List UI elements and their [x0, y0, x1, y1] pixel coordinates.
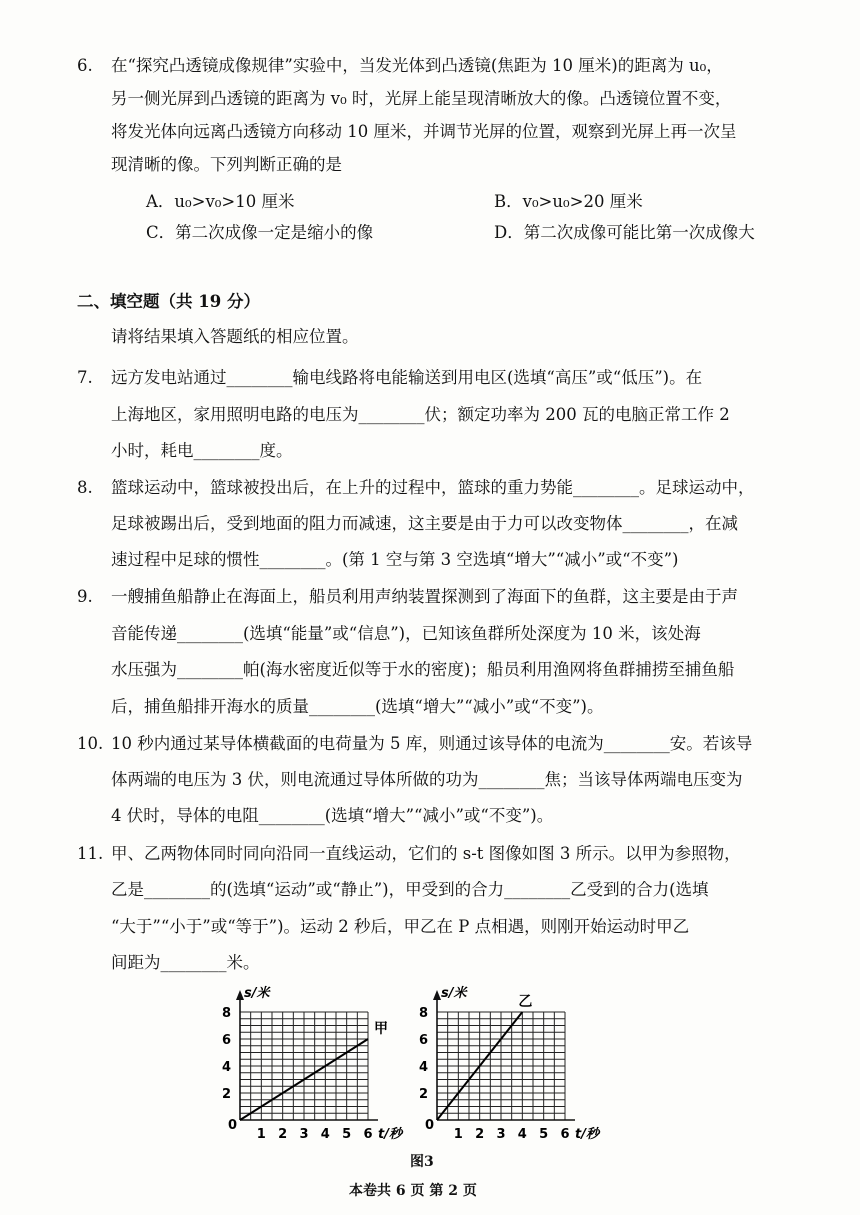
- y-tick-label: 2: [418, 1087, 428, 1102]
- x-tick-label: 2: [475, 1127, 485, 1142]
- q8-number: 8.: [77, 478, 93, 497]
- y-tick-label: 6: [221, 1033, 231, 1048]
- x-tick-label: 4: [320, 1127, 330, 1142]
- series-label-甲: 甲: [374, 1021, 388, 1037]
- q10-line-3: 4 伏时，导体的电阻________(选填“增大”“减小”或“不变”)。: [111, 806, 554, 825]
- x-tick-label: 3: [299, 1127, 309, 1142]
- x-axis-label: t/秒: [378, 1127, 402, 1142]
- section-instruction: 请将结果填入答题纸的相应位置。: [111, 327, 359, 346]
- q7-line-3: 小时，耗电________度。: [111, 441, 293, 460]
- figure-caption: 图3: [410, 1154, 434, 1170]
- y-tick-label: 8: [221, 1006, 231, 1021]
- q9-line-2: 音能传递________(选填“能量”或“信息”)，已知该鱼群所处深度为 10 米，该处海: [111, 624, 701, 643]
- q10-line-1: 10 秒内通过某导体横截面的电荷量为 5 库，则通过该导体的电流为________安。若该导: [111, 734, 753, 753]
- x-tick-label: 6: [560, 1127, 570, 1142]
- q6-line-1: 在“探究凸透镜成像规律”实验中，当发光体到凸透镜(焦距为 10 厘米)的距离为 u₀，: [111, 56, 723, 75]
- q8-line-2: 足球被踢出后，受到地面的阻力而减速，这主要是由于力可以改变物体________，在减: [111, 514, 738, 533]
- q9-line-3: 水压强为________帕(海水密度近似等于水的密度)；船员利用渔网将鱼群捕捞至捕鱼船: [111, 660, 735, 679]
- y-tick-label: 8: [418, 1006, 428, 1021]
- x-tick-label: 5: [342, 1127, 352, 1142]
- series-label-乙: 乙: [518, 994, 533, 1010]
- q8-line-3: 速过程中足球的惯性________。(第 1 空与第 3 空选填“增大”“减小”或“不变”): [111, 550, 679, 569]
- y-axis-label: s/米: [441, 986, 467, 1001]
- page-footer: 本卷共 6 页 第 2 页: [349, 1183, 477, 1199]
- y-axis-arrow: [236, 990, 244, 1000]
- q6-line-4: 现清晰的像。下列判断正确的是: [111, 155, 342, 174]
- x-tick-label: 2: [278, 1127, 288, 1142]
- q9-number: 9.: [77, 587, 93, 606]
- y-tick-label: 6: [418, 1033, 428, 1048]
- q10-line-2: 体两端的电压为 3 伏，则电流通过导体所做的功为________焦；当该导体两端电压变为: [111, 770, 743, 789]
- x-axis-label: t/秒: [575, 1127, 599, 1142]
- st-graph-1: [222, 985, 405, 1142]
- q10-number: 10.: [77, 734, 104, 753]
- x-tick-label: 5: [539, 1127, 549, 1142]
- q7-number: 7.: [77, 368, 93, 387]
- q6-line-3: 将发光体向远离凸透镜方向移动 10 厘米，并调节光屏的位置，观察到光屏上再一次呈: [111, 122, 737, 141]
- x-tick-label: 4: [517, 1127, 527, 1142]
- x-tick-label: 1: [256, 1127, 266, 1142]
- q11-line-1: 甲、乙两物体同时同向沿同一直线运动，它们的 s-t 图像如图 3 所示。以甲为参照物，: [111, 844, 741, 863]
- y-tick-label: 4: [418, 1060, 428, 1075]
- y-tick-label: 2: [221, 1087, 231, 1102]
- q6-number: 6.: [77, 56, 93, 75]
- q8-line-1: 篮球运动中，篮球被投出后，在上升的过程中，篮球的重力势能________。足球运动中，: [111, 478, 755, 497]
- q6-option-c[interactable]: C．第二次成像一定是缩小的像: [146, 223, 374, 242]
- q9-line-1: 一艘捕鱼船静止在海面上，船员利用声纳装置探测到了海面下的鱼群，这主要是由于声: [111, 587, 738, 606]
- q7-line-2: 上海地区，家用照明电路的电压为________伏；额定功率为 200 瓦的电脑正常工作 2: [111, 405, 730, 424]
- q11-number: 11.: [77, 844, 104, 863]
- x-tick-label: 6: [363, 1127, 373, 1142]
- q6-line-2: 另一侧光屏到凸透镜的距离为 v₀ 时，光屏上能呈现清晰放大的像。凸透镜位置不变，: [111, 89, 732, 108]
- y-tick-label: 4: [221, 1060, 231, 1075]
- q6-option-b[interactable]: B．v₀>u₀>20 厘米: [494, 192, 643, 211]
- section-title: 二、填空题（共 19 分）: [77, 292, 260, 311]
- q11-line-3: “大于”“小于”或“等于”)。运动 2 秒后，甲乙在 P 点相遇，则刚开始运动时甲乙: [111, 917, 690, 936]
- y-axis-label: s/米: [244, 986, 270, 1001]
- q7-line-1: 远方发电站通过________输电线路将电能输送到用电区(选填“高压”或“低压”)。在: [111, 368, 703, 387]
- x-tick-label: 1: [453, 1127, 463, 1142]
- q11-line-4: 间距为________米。: [111, 953, 260, 972]
- x-tick-label: 3: [496, 1127, 506, 1142]
- q6-option-d[interactable]: D．第二次成像可能比第一次成像大: [494, 223, 755, 242]
- origin-label: 0: [424, 1118, 434, 1133]
- q11-line-2: 乙是________的(选填“运动”或“静止”)，甲受到的合力________乙受到的合力(选填: [111, 880, 709, 899]
- q6-option-a[interactable]: A．u₀>v₀>10 厘米: [146, 192, 295, 211]
- st-graph-2: [419, 985, 602, 1142]
- y-axis-arrow: [433, 990, 441, 1000]
- origin-label: 0: [227, 1118, 237, 1133]
- q9-line-4: 后，捕鱼船排开海水的质量________(选填“增大”“减小”或“不变”)。: [111, 697, 604, 716]
